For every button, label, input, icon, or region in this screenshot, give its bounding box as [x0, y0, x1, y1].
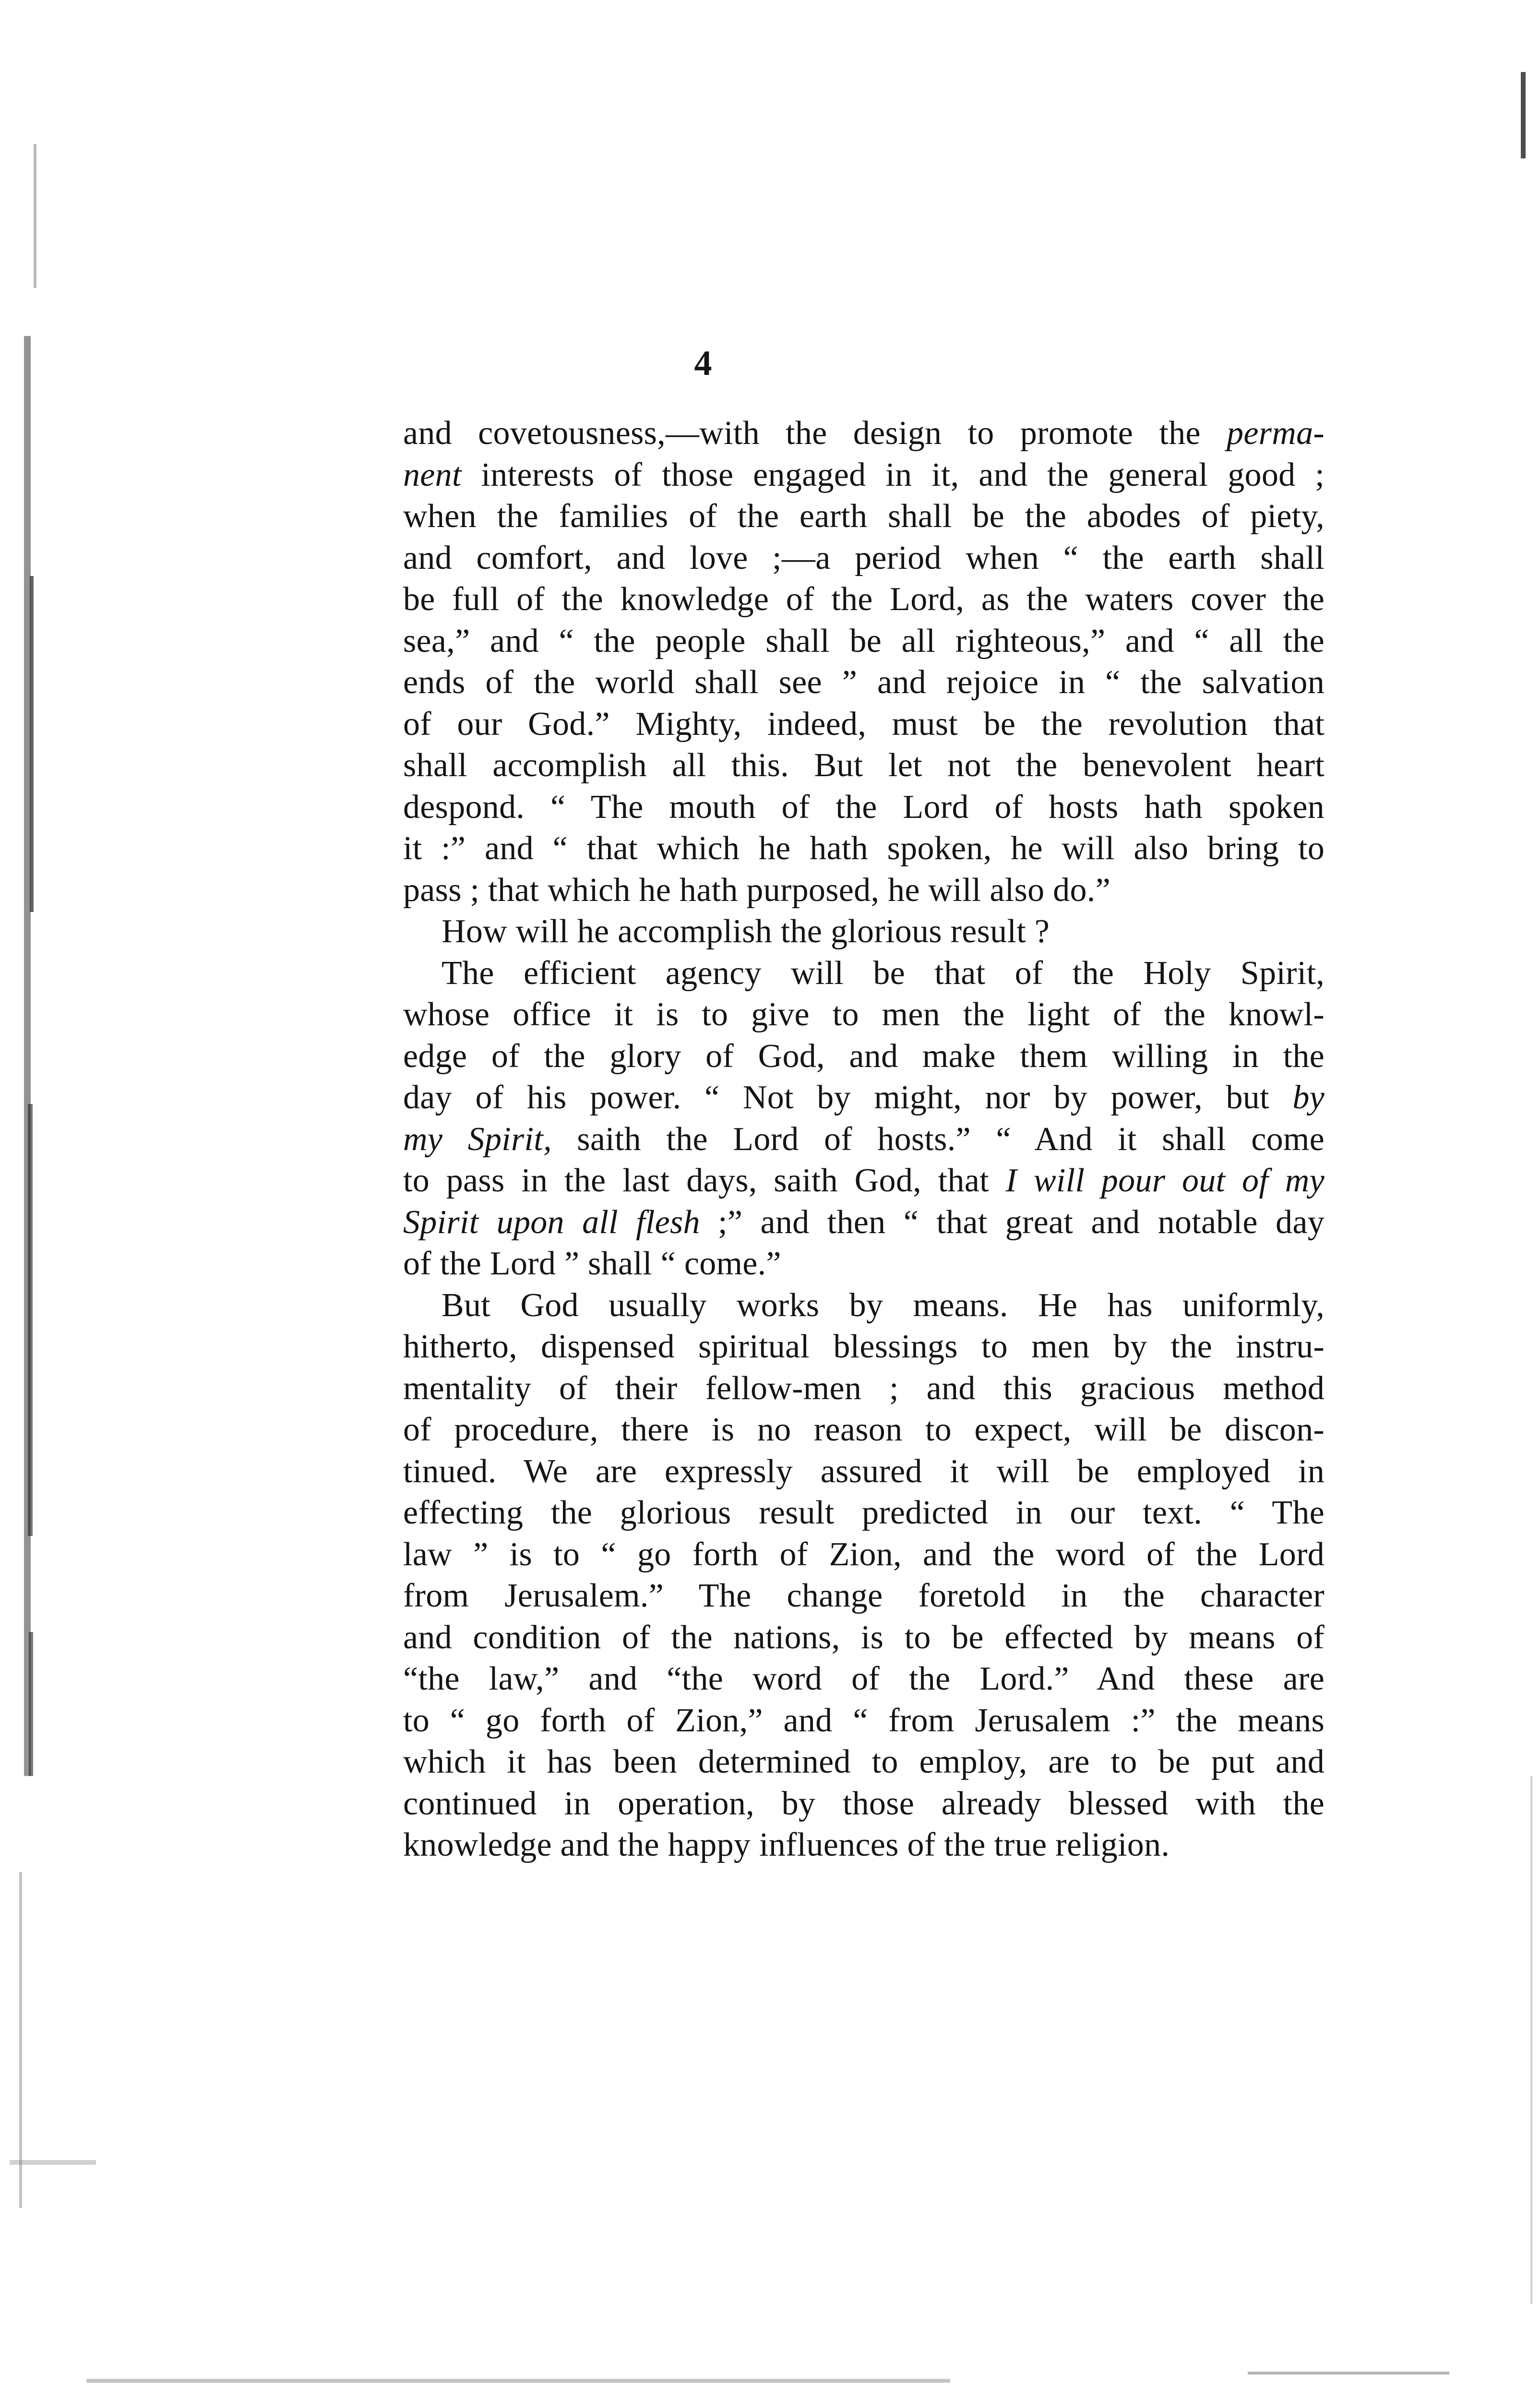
text-line [403, 1617, 1325, 1659]
text-run: and condition of the nations, is to be effected by means of [403, 1619, 1325, 1656]
text-line [403, 1783, 1325, 1825]
text-line [403, 1119, 1325, 1161]
italic-text-run: I will pour out of my [1005, 1162, 1325, 1199]
scan-edge-right [1473, 0, 1540, 2400]
text-run: edge of the glory of God, and make them willing in the [403, 1037, 1325, 1075]
text-line [403, 953, 1325, 995]
text-line [403, 496, 1325, 538]
text-line [403, 579, 1325, 621]
text-run: ;” and then “ that great and notable day [700, 1203, 1325, 1241]
text-run: of procedure, there is no reason to expect, will be discon- [403, 1411, 1325, 1448]
text-line [403, 704, 1325, 745]
text-line [403, 1824, 1325, 1866]
text-line [403, 1202, 1325, 1244]
text-line [403, 1575, 1325, 1617]
text-line [403, 455, 1325, 496]
text-line [403, 1658, 1325, 1700]
text-run: ends of the world shall see ” and rejoice in “ the salvation [403, 664, 1325, 701]
text-run: pass ; that which he hath purposed, he will also do.” [403, 871, 1110, 909]
paragraph [403, 953, 1325, 1285]
text-line [403, 870, 1325, 912]
text-run: How will he accomplish the glorious result ? [442, 913, 1050, 950]
text-run: shall accomplish all this. But let not the benevolent heart [403, 747, 1325, 784]
text-run: and covetousness,—with the design to promote the [403, 415, 1227, 452]
body-text [403, 413, 1325, 1866]
text-run: of the Lord ” shall “ come.” [403, 1245, 781, 1282]
text-run: interests of those engaged in it, and the general good ; [461, 456, 1325, 493]
text-line [403, 1368, 1325, 1410]
text-line [403, 1700, 1325, 1742]
text-line [403, 1243, 1325, 1285]
paragraph [403, 1285, 1325, 1866]
text-line [403, 413, 1325, 455]
text-run: continued in operation, by those already blessed with the [403, 1785, 1325, 1822]
text-run: saith the Lord of hosts.” “ And it shall come [551, 1120, 1325, 1158]
text-run: of our God.” Mighty, indeed, must be the revolution that [403, 705, 1325, 743]
italic-text-run: Spirit upon all flesh [403, 1203, 700, 1241]
text-run: knowledge and the happy influences of the true religion. [403, 1826, 1170, 1863]
text-line [403, 1036, 1325, 1078]
page-number: 4 [694, 344, 712, 383]
scan-edge-bottom [0, 2333, 1540, 2400]
text-run: which it has been determined to employ, are to be put and [403, 1743, 1325, 1780]
text-line [403, 621, 1325, 662]
text-run: and comfort, and love ;—a period when “ the earth shall [403, 539, 1325, 576]
text-run: The efficient agency will be that of the Holy Spirit, [442, 954, 1325, 992]
text-run: hitherto, dispensed spiritual blessings to men by the instru- [403, 1328, 1325, 1365]
text-run: despond. “ The mouth of the Lord of hosts hath spoken [403, 788, 1325, 826]
text-line [403, 1077, 1325, 1119]
text-line [403, 1160, 1325, 1202]
italic-text-run: my Spirit, [403, 1120, 552, 1158]
text-line [403, 911, 1325, 953]
text-run: law ” is to “ go forth of Zion, and the word of the Lord [403, 1536, 1325, 1573]
text-line [403, 1326, 1325, 1368]
text-line [403, 1285, 1325, 1327]
text-run: be full of the knowledge of the Lord, as the waters cover the [403, 581, 1325, 618]
paragraph [403, 413, 1325, 911]
text-line [403, 538, 1325, 579]
text-line [403, 1534, 1325, 1576]
text-run: to “ go forth of Zion,” and “ from Jerusalem :” the means [403, 1702, 1325, 1739]
text-line [403, 787, 1325, 828]
text-line [403, 662, 1325, 704]
text-run: “the law,” and “the word of the Lord.” And these are [403, 1660, 1325, 1697]
text-line [403, 1409, 1325, 1451]
text-run: sea,” and “ the people shall be all righteous,” and “ all the [403, 622, 1325, 660]
text-run: But God usually works by means. He has uniformly, [442, 1286, 1325, 1324]
text-line [403, 1451, 1325, 1493]
italic-text-run: perma- [1227, 415, 1325, 452]
scan-edge-left [0, 0, 110, 2400]
italic-text-run: nent [403, 456, 462, 493]
text-run: from Jerusalem.” The change foretold in the character [403, 1577, 1325, 1614]
text-line [403, 745, 1325, 787]
text-run: tinued. We are expressly assured it will be employed in [403, 1452, 1325, 1490]
text-line [403, 1741, 1325, 1783]
text-run: it :” and “ that which he hath spoken, he will also bring to [403, 830, 1325, 867]
text-line [403, 994, 1325, 1036]
text-run: effecting the glorious result predicted in our text. “ The [403, 1494, 1325, 1531]
paragraph [403, 911, 1325, 953]
text-line [403, 1492, 1325, 1534]
text-run: whose office it is to give to men the light of the knowl- [403, 996, 1325, 1033]
text-run: when the families of the earth shall be the abodes of piety, [403, 498, 1325, 535]
text-run: day of his power. “ Not by might, nor by power, but [403, 1079, 1293, 1116]
text-line [403, 828, 1325, 870]
italic-text-run: by [1292, 1079, 1325, 1116]
text-run: to pass in the last days, saith God, that [403, 1162, 1006, 1199]
text-run: mentality of their fellow-men ; and this gracious method [403, 1369, 1325, 1407]
